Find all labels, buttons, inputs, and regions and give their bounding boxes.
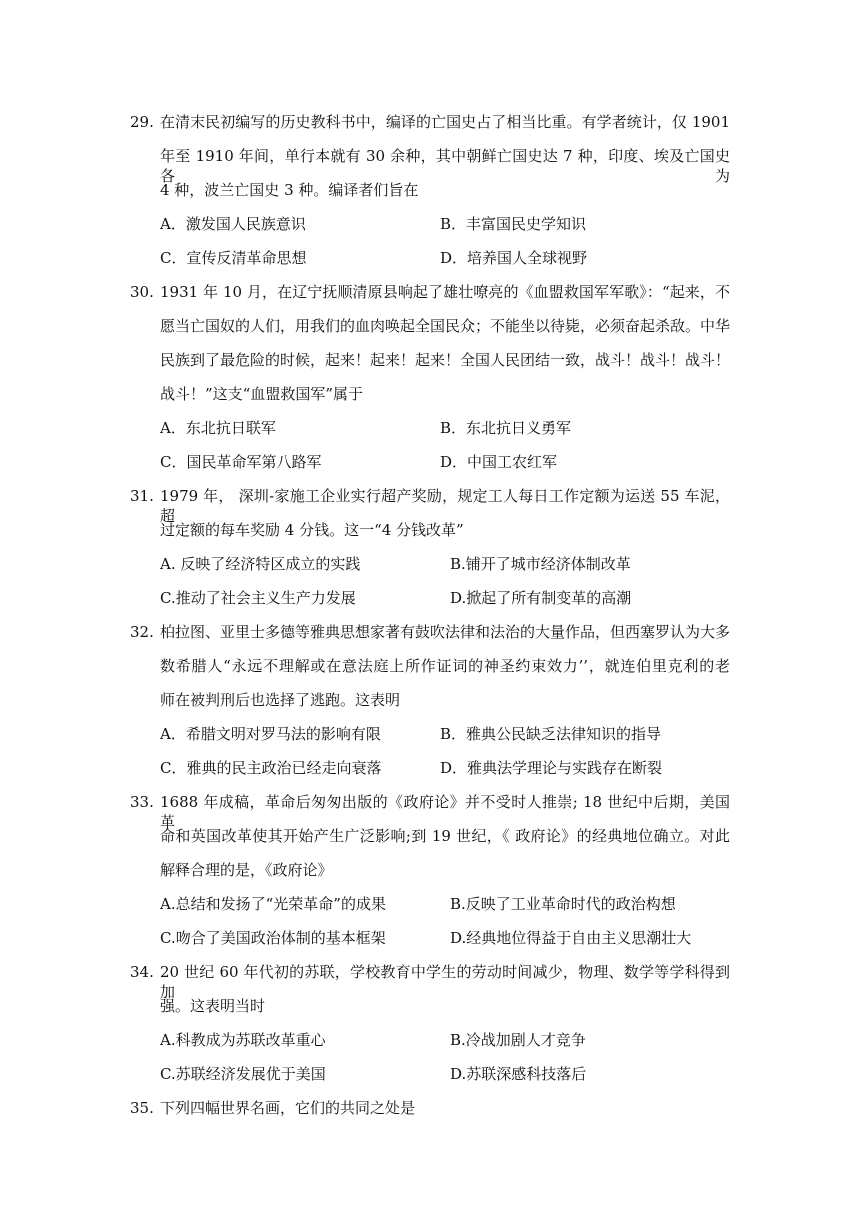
question-stem-line: 强。这表明当时 bbox=[160, 997, 266, 1015]
question-stem-line: 愿当亡国奴的人们，用我们的血肉唤起全国民众；不能坐以待毙，必须奋起杀敌。中华 bbox=[160, 317, 731, 335]
question-stem-line: 过定额的每车奖励 4 分钱。这一“4 分钱改革” bbox=[160, 521, 464, 539]
question-stem-line: 下列四幅世界名画，它们的共同之处是 bbox=[160, 1099, 416, 1117]
question-stem-line: 20 世纪 60 年代初的苏联，学校教育中学生的劳动时间减少，物理、数学等学科得到加 bbox=[160, 963, 730, 1001]
question-stem-line: 民族到了最危险的时候，起来！起来！起来！全国人民团结一致，战斗！战斗！战斗！ bbox=[160, 351, 731, 369]
option-b[interactable]: B.铺开了城市经济体制改革 bbox=[450, 555, 631, 573]
option-b[interactable]: B.反映了工业革命时代的政治构想 bbox=[450, 895, 676, 913]
question-stem-line: 解释合理的是，《政府论》 bbox=[160, 861, 333, 879]
question-stem-line: 师在被判刑后也选择了逃跑。这表明 bbox=[160, 691, 401, 709]
option-d[interactable]: D.经典地位得益于自由主义思潮壮大 bbox=[450, 929, 692, 947]
option-c[interactable]: C．雅典的民主政治已经走向衰落 bbox=[160, 759, 382, 777]
question-stem-line: 1931 年 10 月，在辽宁抚顺清原县响起了雄壮嘹亮的《血盟救国军军歌》：“起来，不 bbox=[160, 283, 730, 301]
question-number: 32. bbox=[130, 623, 154, 641]
option-b[interactable]: B．东北抗日义勇军 bbox=[440, 419, 572, 437]
question-number: 31. bbox=[130, 487, 154, 505]
option-c[interactable]: C.吻合了美国政治体制的基本框架 bbox=[160, 929, 386, 947]
option-c[interactable]: C.苏联经济发展优于美国 bbox=[160, 1065, 326, 1083]
question-stem-line: 年至 1910 年间，单行本就有 30 余种，其中朝鲜亡国史达 7 种，印度、埃及亡国史各为 bbox=[160, 147, 730, 185]
option-c[interactable]: C.推动了社会主义生产力发展 bbox=[160, 589, 356, 607]
option-c[interactable]: C．宣传反清革命思想 bbox=[160, 249, 307, 267]
question-number: 33. bbox=[130, 793, 154, 811]
option-d[interactable]: D．雅典法学理论与实践存在断裂 bbox=[440, 759, 663, 777]
question-stem-line: 在清末民初编写的历史教科书中，编译的亡国史占了相当比重。有学者统计，仅 1901 bbox=[160, 113, 730, 131]
option-d[interactable]: D．培养国人全球视野 bbox=[440, 249, 588, 267]
question-stem-line: 数希腊人“永远不理解或在意法庭上所作证词的神圣约束效力’’，就连伯里克利的老 bbox=[160, 657, 730, 675]
question-stem-line: 4 种，波兰亡国史 3 种。编译者们旨在 bbox=[160, 181, 419, 199]
option-d[interactable]: D．中国工农红军 bbox=[440, 453, 558, 471]
question-number: 30. bbox=[130, 283, 154, 301]
question-stem-line: 战斗！”这支“血盟救国军”属于 bbox=[160, 385, 364, 403]
option-b[interactable]: B．雅典公民缺乏法律知识的指导 bbox=[440, 725, 662, 743]
question-number: 35. bbox=[130, 1099, 154, 1117]
option-a[interactable]: A．希腊文明对罗马法的影响有限 bbox=[160, 725, 381, 743]
question-stem-line: 1688 年成稿，革命后匆匆出版的《政府论》并不受时人推崇; 18 世纪中后期，美国革 bbox=[160, 793, 730, 831]
option-b[interactable]: B．丰富国民史学知识 bbox=[440, 215, 587, 233]
option-a[interactable]: A．东北抗日联军 bbox=[160, 419, 276, 437]
option-d[interactable]: D.苏联深感科技落后 bbox=[450, 1065, 587, 1083]
option-c[interactable]: C．国民革命军第八路军 bbox=[160, 453, 322, 471]
question-stem-line: 命和英国改革使其开始产生广泛影响;到 19 世纪，《 政府论》的经典地位确立。对此 bbox=[160, 827, 730, 845]
option-a[interactable]: A.科教成为苏联改革重心 bbox=[160, 1031, 326, 1049]
option-b[interactable]: B.冷战加剧人才竞争 bbox=[450, 1031, 586, 1049]
question-stem-line: 1979 年， 深圳-家施工企业实行超产奖励，规定工人每日工作定额为运送 55 车泥，超 bbox=[160, 487, 730, 525]
option-d[interactable]: D.掀起了所有制变革的高潮 bbox=[450, 589, 632, 607]
option-a[interactable]: A．激发国人民族意识 bbox=[160, 215, 306, 233]
question-stem-line: 柏拉图、亚里士多德等雅典思想家著有鼓吹法律和法治的大量作品，但西塞罗认为大多 bbox=[160, 623, 731, 641]
question-number: 34. bbox=[130, 963, 154, 981]
option-a[interactable]: A. 反映了经济特区成立的实践 bbox=[160, 555, 361, 573]
question-number: 29. bbox=[130, 113, 154, 131]
option-a[interactable]: A.总结和发扬了“光荣革命”的成果 bbox=[160, 895, 386, 913]
